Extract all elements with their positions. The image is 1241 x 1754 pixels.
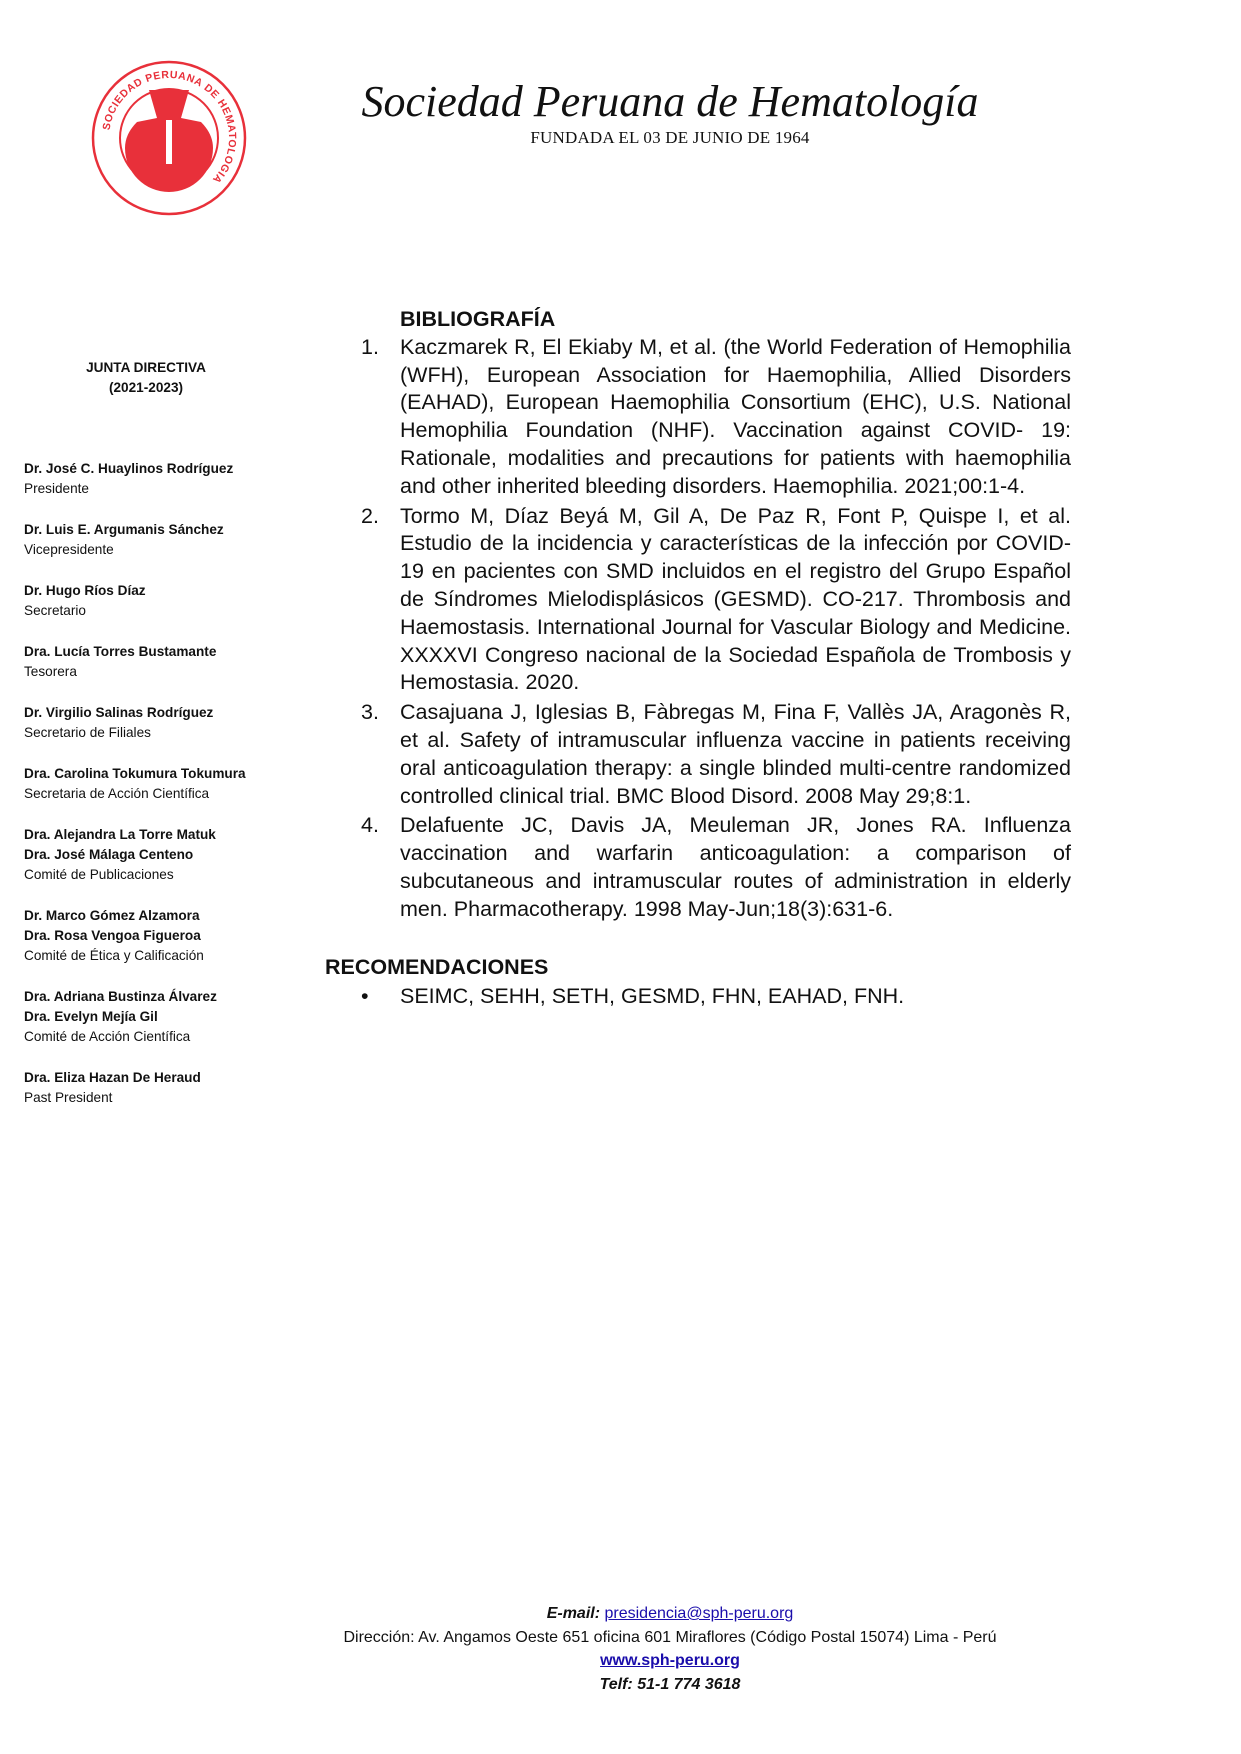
website-link[interactable]: www.sph-peru.org	[600, 1652, 740, 1669]
recommendations-heading: RECOMENDACIONES	[325, 954, 549, 979]
board-member-role: Comité de Ética y Calificación	[24, 948, 204, 963]
footer	[300, 1602, 1040, 1696]
board-member-name: Dra. Carolina Tokumura Tokumura	[24, 766, 246, 781]
board-member-name: Dra. Alejandra La Torre Matuk	[24, 827, 216, 842]
board-member-role: Secretaria de Acción Científica	[24, 786, 210, 801]
reference-text: Delafuente JC, Davis JA, Meuleman JR, Jones RA. Influenza vaccination and warfarin anticoagulation: a comparison of subcutaneous and intramuscular routes of administration in elderly men. Pharmacotherapy. 1998 May-Jun;18(3):631-6.	[400, 813, 1071, 921]
board-sidebar	[24, 358, 280, 1129]
board-member-name: Dr. Virgilio Salinas Rodríguez	[24, 705, 214, 720]
reference-number: 1.	[361, 334, 379, 359]
board-member-role: Secretario	[24, 603, 86, 618]
board-member-group	[24, 581, 280, 621]
footer-email-line	[300, 1602, 1040, 1626]
board-member-name: Dra. Evelyn Mejía Gil	[24, 1009, 158, 1024]
recommendation-item	[325, 983, 1071, 1011]
reference-text: Casajuana J, Iglesias B, Fàbregas M, Fina F, Vallès JA, Aragonès R, et al. Safety of intramuscular influenza vaccine in patients receiving oral anticoagulation therapy: a single blinded multi-centre randomized controlled clinical trial. BMC Blood Disord. 2008 May 29;8:1.	[400, 700, 1071, 808]
board-member-name: Dra. José Málaga Centeno	[24, 847, 194, 862]
board-title: JUNTA DIRECTIVA (2021-2023)	[86, 360, 206, 395]
board-member-role: Comité de Publicaciones	[24, 867, 174, 882]
society-logo	[89, 58, 249, 218]
reference-number: 4.	[361, 813, 379, 838]
email-label: E-mail:	[546, 1605, 601, 1622]
reference-item	[325, 334, 1071, 501]
footer-address: Dirección: Av. Angamos Oeste 651 oficina 601 Miraflores (Código Postal 15074) Lima - Perú	[343, 1628, 997, 1646]
board-member-name: Dr. Hugo Ríos Díaz	[24, 583, 146, 598]
board-member-role: Tesorera	[24, 664, 77, 679]
board-member-name: Dra. Lucía Torres Bustamante	[24, 644, 217, 659]
reference-list	[325, 334, 1071, 924]
board-member-group	[24, 459, 280, 499]
board-member-group	[24, 825, 280, 885]
board-member-group	[24, 987, 280, 1047]
footer-phone: Telf: 51-1 774 3618	[599, 1675, 741, 1693]
board-member-role: Presidente	[24, 481, 89, 496]
bullet-icon: •	[361, 984, 369, 1009]
board-member-group	[24, 642, 280, 682]
board-member-group	[24, 703, 280, 743]
reference-item	[325, 699, 1071, 810]
founded-subtitle: FUNDADA EL 03 DE JUNIO DE 1964	[530, 128, 810, 147]
board-member-name: Dra. Eliza Hazan De Heraud	[24, 1070, 201, 1085]
recommendation-text: SEIMC, SEHH, SETH, GESMD, FHN, EAHAD, FNH.	[400, 984, 905, 1009]
board-member-role: Past President	[24, 1090, 113, 1105]
reference-number: 2.	[361, 503, 379, 528]
board-members-list	[24, 459, 280, 1108]
board-member-group	[24, 520, 280, 560]
reference-text: Tormo M, Díaz Beyá M, Gil A, De Paz R, Font P, Quispe I, et al. Estudio de la incidencia y características de la infección por COVID-19 en pacientes con SMD incluidos en el registro del Grupo Español de Síndromes Mielodisplásicos (GESMD). CO-217. Thrombosis and Haemostasis. International Journal for Vascular Biology and Medicine. XXXXVI Congreso nacional de la Sociedad Española de Trombosis y Hemostasia. 2020.	[400, 503, 1071, 695]
board-member-role: Vicepresidente	[24, 542, 114, 557]
board-member-group	[24, 764, 280, 804]
bibliography-heading: BIBLIOGRAFÍA	[400, 307, 556, 331]
board-member-name: Dr. Luis E. Argumanis Sánchez	[24, 522, 224, 537]
reference-item	[325, 812, 1071, 923]
board-member-role: Comité de Acción Científica	[24, 1029, 191, 1044]
board-member-group	[24, 1068, 280, 1108]
reference-text: Kaczmarek R, El Ekiaby M, et al. (the World Federation of Hemophilia (WFH), European Association for Haemophilia, Allied Disorders (EAHAD), European Haemophilia Consortium (EHC), U.S. National Hemophilia Foundation (NHF). Vaccination against COVID- 19: Rationale, modalities and precautions for patients with haemophilia and other inherited bleeding disorders. Haemophilia. 2021;00:1-4.	[400, 334, 1071, 498]
board-member-name: Dra. Adriana Bustinza Álvarez	[24, 989, 217, 1004]
board-member-role: Secretario de Filiales	[24, 725, 151, 740]
reference-item	[325, 503, 1071, 698]
board-member-name: Dra. Rosa Vengoa Figueroa	[24, 928, 201, 943]
society-title: Sociedad Peruana de Hematología	[361, 77, 979, 126]
main-content	[325, 306, 1071, 1011]
email-link[interactable]: presidencia@sph-peru.org	[604, 1605, 794, 1622]
board-member-name: Dr. Marco Gómez Alzamora	[24, 908, 200, 923]
recommendations-list	[325, 983, 1071, 1011]
logo-ring-text: SOCIEDAD PERUANA DE HEMATOLOGIA	[100, 68, 239, 186]
board-member-group	[24, 906, 280, 966]
board-member-name: Dr. José C. Huaylinos Rodríguez	[24, 461, 234, 476]
reference-number: 3.	[361, 700, 379, 725]
